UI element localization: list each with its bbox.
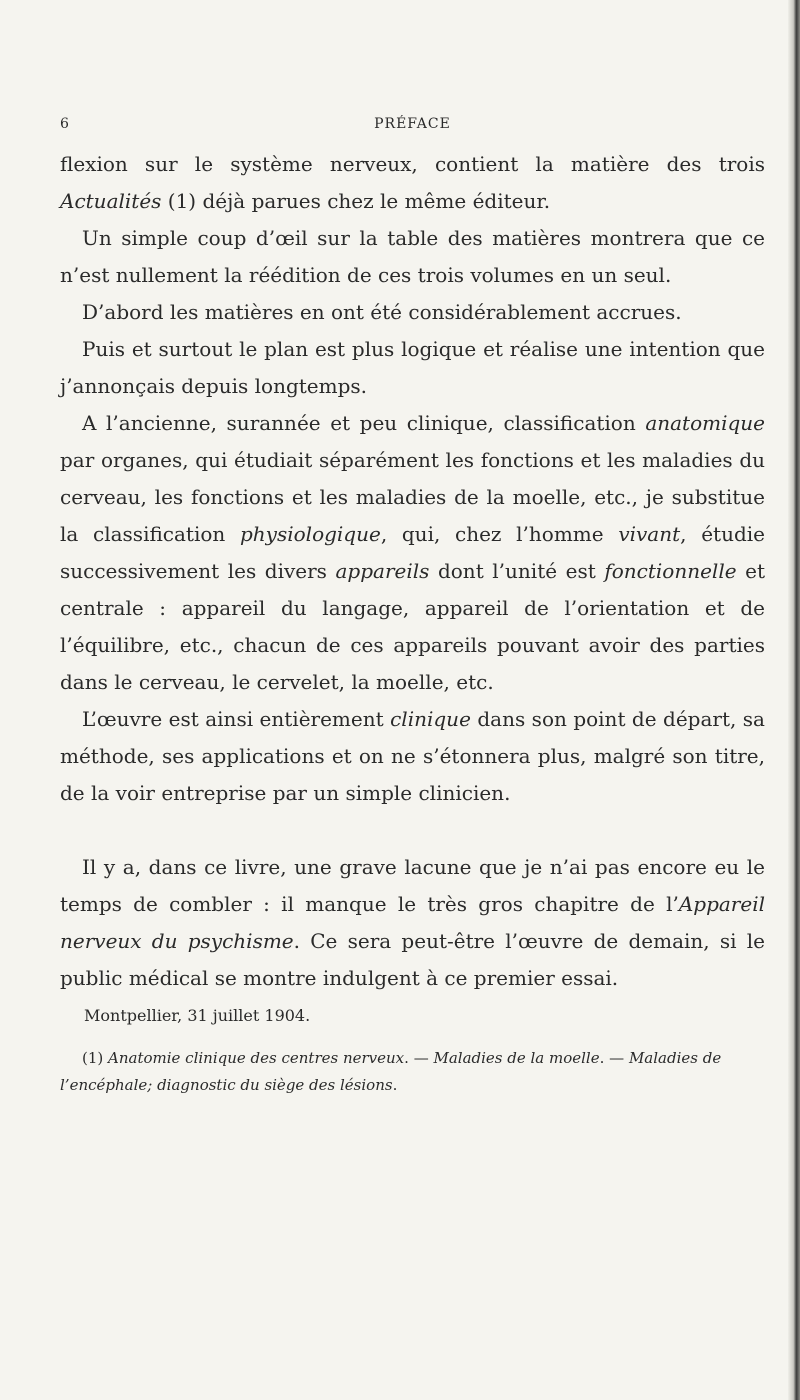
text-run: , qui, chez l’homme [380, 522, 619, 546]
text-run: dans son point de départ, sa méthode, ses applications et on ne s’étonnera plus, malgré son titre, de la voir entreprise par un simple clinicien. [60, 707, 765, 805]
text-run: . Ce sera peut-être l’œuvre de demain, si le public médical se montre indulgent à ce premier essai. [60, 929, 765, 990]
text-run: (1) [82, 1049, 109, 1067]
italic-text-run: Maladies de la moelle [433, 1049, 600, 1067]
paragraph [60, 849, 765, 997]
italic-text-run: clinique [390, 707, 471, 731]
italic-text-run: physiologique [239, 522, 381, 546]
text-run: L’œuvre est ainsi entièrement [82, 707, 391, 731]
italic-text-run: anatomique [645, 411, 765, 435]
italic-text-run: Maladies de l’encéphale; diagnostic du siège des lésions [60, 1049, 722, 1094]
paragraph [60, 294, 765, 331]
text-run: A l’ancienne, surannée et peu clinique, classification [82, 411, 646, 435]
paragraph [60, 146, 765, 220]
page-header [60, 116, 765, 140]
preface-body [60, 146, 765, 997]
text-run: (1) déjà parues chez le même éditeur. [161, 189, 551, 213]
signature-line: Montpellier, 31 juillet 1904. [84, 1006, 311, 1025]
running-title: PRÉFACE [374, 116, 451, 132]
text-run: , étudie successivement les divers [60, 522, 765, 583]
text-run: D’abord les matières en ont été considérablement accrues. [82, 300, 682, 324]
text-run: dont l’unité est [429, 559, 605, 583]
italic-text-run: Appareil nerveux du psychisme [60, 892, 765, 953]
text-run: et centrale : appareil du langage, appareil de l’orientation et de l’équilibre, etc., chacun de ces appareils pouvant avoir des parties dans le cerveau, le cervelet, la moelle, etc. [60, 559, 765, 694]
text-run: . — [599, 1049, 629, 1067]
italic-text-run: appareils [335, 559, 430, 583]
footnote [60, 1045, 765, 1099]
page-edge-shadow [788, 0, 800, 1400]
text-run: . — [404, 1049, 434, 1067]
paragraph [60, 220, 765, 294]
italic-text-run: vivant [618, 522, 681, 546]
italic-text-run: Anatomie clinique des centres nerveux [108, 1049, 405, 1067]
text-run: par organes, qui étudiait séparément les fonctions et les maladies du cerveau, les fonctions et les maladies de la moelle, etc., je substitue la classification [60, 448, 765, 546]
italic-text-run: Actualités [60, 189, 162, 213]
paragraph [60, 701, 765, 812]
text-run: . [392, 1076, 398, 1094]
page-number: 6 [60, 116, 70, 132]
book-page [60, 116, 765, 1099]
text-run: Puis et surtout le plan est plus logique et réalise une intention que j’annonçais depuis longtemps. [60, 337, 765, 398]
paragraph [60, 405, 765, 701]
text-run: Un simple coup d’œil sur la table des matières montrera que ce n’est nullement la réédition de ces trois volumes en un seul. [60, 226, 765, 287]
text-run: flexion sur le système nerveux, contient la matière des trois [60, 152, 765, 176]
text-run: Il y a, dans ce livre, une grave lacune que je n’ai pas encore eu le temps de combler : il manque le très gros chapitre de l’ [60, 855, 765, 916]
paragraph [60, 331, 765, 405]
italic-text-run: fonctionnelle [604, 559, 737, 583]
